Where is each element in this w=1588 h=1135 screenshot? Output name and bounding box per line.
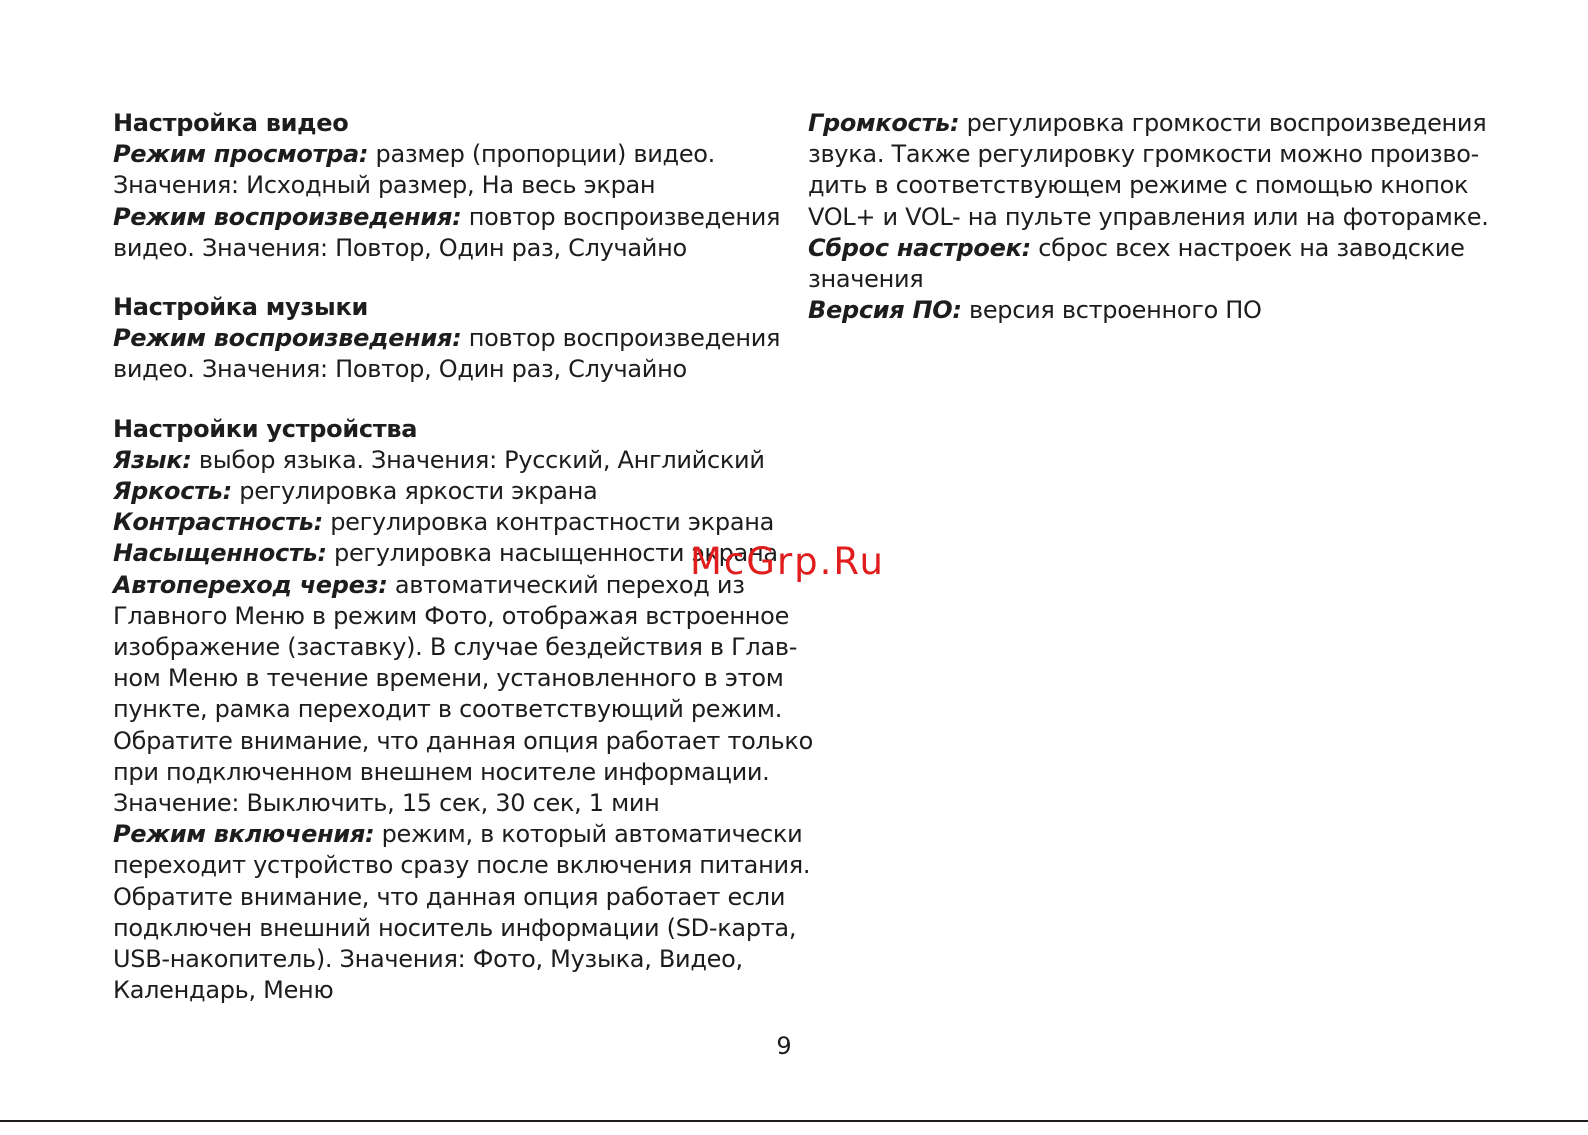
- power-on-mode-text-4: подключен внешний носитель информации (SD-карта,: [113, 913, 797, 942]
- autotransition-text-2: Главного Меню в режим Фото, отображая встроенное: [113, 601, 790, 630]
- music-settings-heading: Настройка музыки: [113, 293, 368, 322]
- autotransition-text-1: автоматический переход из: [387, 570, 745, 599]
- power-on-mode-term: Режим включения:: [113, 820, 375, 849]
- firmware-text: версия встроенного ПО: [961, 296, 1262, 325]
- volume-text-2: звука. Также регулировку громкости можно произво-: [808, 140, 1479, 169]
- video-settings-section: [113, 108, 781, 264]
- saturation-item: [113, 538, 778, 569]
- autotransition-text-5: пункте, рамка переходит в соответствующий режим.: [113, 695, 783, 724]
- device-settings-heading: Настройки устройства: [113, 414, 418, 443]
- power-on-mode-text-6: Календарь, Меню: [113, 976, 334, 1005]
- contrast-item: [113, 507, 773, 538]
- video-view-mode-term: Режим просмотра:: [113, 140, 369, 169]
- video-settings-heading: Настройка видео: [113, 109, 349, 137]
- video-view-mode-text-2: Значения: Исходный размер, На весь экран: [113, 171, 656, 200]
- autotransition-text-4: ном Меню в течение времени, установленного в этом: [113, 664, 784, 693]
- autotransition-term: Автопереход через:: [113, 570, 388, 599]
- power-on-mode-text-2: переходит устройство сразу после включения питания.: [113, 851, 811, 880]
- firmware-item: [808, 295, 1498, 326]
- video-play-mode-text-1: повтор воспроизведения: [461, 202, 781, 231]
- firmware-term: Версия ПО:: [808, 296, 962, 325]
- contrast-term: Контрастность:: [113, 508, 323, 537]
- brightness-text: регулировка яркости экрана: [231, 477, 598, 506]
- music-play-mode-text-2: видео. Значения: Повтор, Один раз, Случайно: [113, 355, 687, 384]
- autotransition-item: [113, 570, 813, 820]
- music-play-mode-term: Режим воспроизведения:: [113, 324, 462, 353]
- music-play-mode-text-1: повтор воспроизведения: [461, 324, 781, 353]
- language-text: выбор языка. Значения: Русский, Английский: [191, 445, 765, 474]
- saturation-text: регулировка насыщенности экрана: [326, 539, 778, 568]
- language-term: Язык:: [113, 445, 192, 474]
- saturation-term: Насыщенность:: [113, 539, 327, 568]
- bottom-divider: [0, 1120, 1588, 1122]
- volume-text-1: регулировка громкости воспроизведения: [959, 109, 1487, 137]
- volume-item: [808, 108, 1498, 233]
- reset-text-2: значения: [808, 265, 924, 294]
- volume-text-3: дить в соответствующем режиме с помощью кнопок: [808, 171, 1469, 200]
- reset-text-1: сброс всех настроек на заводские: [1030, 233, 1465, 262]
- power-on-mode-text-3: Обратите внимание, что данная опция работает если: [113, 882, 786, 911]
- page-number: 9: [776, 1032, 792, 1060]
- music-play-mode-item: [113, 323, 781, 385]
- autotransition-text-7: при подключенном внешнем носителе информации.: [113, 757, 770, 786]
- brightness-term: Яркость:: [113, 477, 232, 506]
- brightness-item: [113, 476, 773, 507]
- power-on-mode-text-5: USB-накопитель). Значения: Фото, Музыка, Видео,: [113, 945, 743, 974]
- autotransition-text-6: Обратите внимание, что данная опция работает только: [113, 726, 813, 755]
- video-view-mode-text-1: размер (пропорции) видео.: [368, 140, 716, 169]
- volume-term: Громкость:: [808, 109, 960, 137]
- music-settings-section: [113, 292, 781, 386]
- video-play-mode-text-2: видео. Значения: Повтор, Один раз, Случайно: [113, 233, 687, 262]
- video-play-mode-item: [113, 202, 781, 264]
- video-play-mode-term: Режим воспроизведения:: [113, 202, 462, 231]
- right-column: [808, 108, 1498, 326]
- reset-term: Сброс настроек:: [808, 233, 1031, 262]
- watermark: McGrp.Ru: [690, 540, 885, 583]
- contrast-text: регулировка контрастности экрана: [322, 508, 775, 537]
- volume-text-4: VOL+ и VOL- на пульте управления или на фоторамке.: [808, 202, 1489, 231]
- power-on-mode-text-1: режим, в который автоматически: [374, 820, 803, 849]
- reset-item: [808, 233, 1498, 295]
- video-view-mode-item: [113, 139, 773, 201]
- autotransition-text-8: Значение: Выключить, 15 сек, 30 сек, 1 мин: [113, 789, 660, 818]
- autotransition-text-3: изображение (заставку). В случае бездействия в Глав-: [113, 633, 798, 662]
- power-on-mode-item: [113, 819, 811, 1006]
- language-item: [113, 445, 773, 476]
